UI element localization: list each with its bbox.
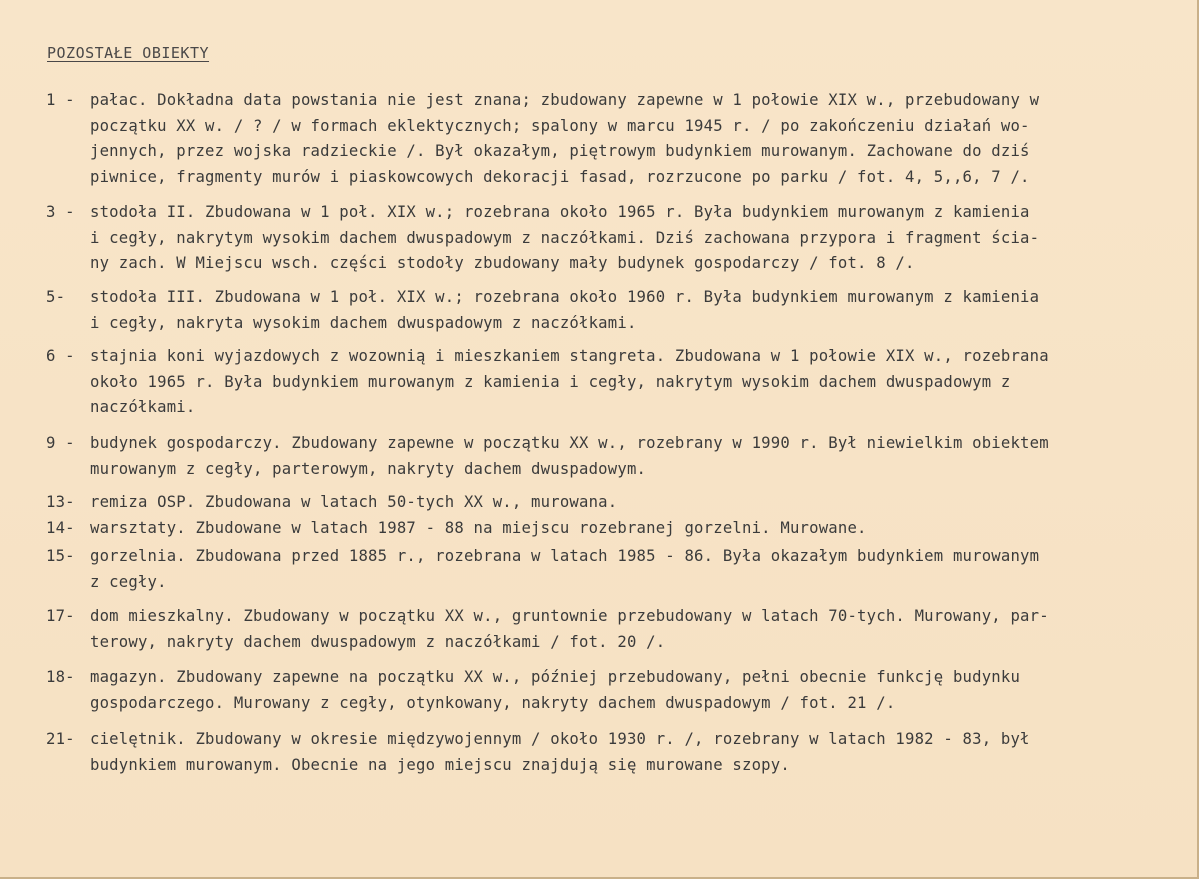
entry-number: 18- — [46, 668, 75, 686]
entry-text-line: piwnice, fragmenty murów i piaskowcowych dekoracji fasad, rozrzucone po parku / fot. 4, 5,,6, 7 /. — [90, 167, 1030, 186]
entry-number: 13- — [46, 493, 75, 511]
entry-text — [90, 604, 1156, 655]
document-entry — [46, 88, 1156, 190]
entry-text-line: naczółkami. — [90, 398, 196, 416]
entry-text-line: początku XX w. / ? / w formach eklektycznych; spalony w marcu 1945 r. / po zakończeniu działań wo- — [90, 116, 1030, 135]
entry-text-line: terowy, nakryty dachem dwuspadowym z naczółkami / fot. 20 /. — [90, 632, 666, 651]
entry-text-line: pałac. Dokładna data powstania nie jest znana; zbudowany zapewne w 1 połowie XIX w., przebudowany w — [90, 91, 1040, 109]
entry-number: 3 - — [46, 203, 75, 221]
document-entry — [46, 200, 1156, 277]
entry-text — [90, 490, 1156, 516]
entry-text-line: stajnia koni wyjazdowych z wozownią i mieszkaniem stangreta. Zbudowana w 1 połowie XIX w., rozebrana — [90, 347, 1049, 365]
document-entry — [46, 544, 1156, 595]
entry-text-line: jennych, przez wojska radzieckie /. Był okazałym, piętrowym budynkiem murowanym. Zachowane do dziś — [90, 142, 1030, 160]
entry-text-line: dom mieszkalny. Zbudowany w początku XX w., gruntownie przebudowany w latach 70-tych. Murowany, par- — [90, 607, 1049, 625]
entry-text-line: budynek gospodarczy. Zbudowany zapewne w początku XX w., rozebrany w 1990 r. Był niewielkim obiektem — [90, 434, 1049, 452]
document-entry — [46, 604, 1156, 655]
document-entry — [46, 665, 1156, 716]
entry-number: 1 - — [46, 91, 75, 109]
entry-text — [90, 516, 1156, 542]
entry-number: 14- — [46, 519, 75, 537]
entry-text — [90, 200, 1156, 277]
entry-text-line: remiza OSP. Zbudowana w latach 50-tych XX w., murowana. — [90, 493, 618, 511]
entry-number: 21- — [46, 730, 75, 748]
entry-text-line: i cegły, nakryta wysokim dachem dwuspadowym z naczółkami. — [90, 313, 637, 332]
document-entry — [46, 344, 1156, 421]
entry-text-line: i cegły, nakrytym wysokim dachem dwuspadowym z naczółkami. Dziś zachowana przypora i fragment ścia- — [90, 228, 1040, 247]
document-entry — [46, 490, 1156, 516]
entry-text-line: murowanym z cegły, parterowym, nakryty dachem dwuspadowym. — [90, 459, 647, 478]
entry-text-line: gorzelnia. Zbudowana przed 1885 r., rozebrana w latach 1985 - 86. Była okazałym budynkiem murowanym — [90, 547, 1040, 565]
entry-text-line: stodoła III. Zbudowana w 1 poł. XIX w.; rozebrana około 1960 r. Była budynkiem murowanym z kamienia — [90, 288, 1040, 306]
document-entry — [46, 516, 1156, 542]
entry-text-line: stodoła II. Zbudowana w 1 poł. XIX w.; rozebrana około 1965 r. Była budynkiem murowanym z kamienia — [90, 203, 1030, 221]
document-entry — [46, 285, 1156, 336]
entry-number: 9 - — [46, 434, 75, 452]
document-entry — [46, 727, 1156, 778]
entry-text-line: około 1965 r. Była budynkiem murowanym z kamienia i cegły, nakrytym wysokim dachem dwuspadowym z — [90, 372, 1011, 391]
entry-text-line: z cegły. — [90, 572, 167, 591]
entry-number: 17- — [46, 607, 75, 625]
entry-text — [90, 431, 1156, 482]
entry-number: 15- — [46, 547, 75, 565]
entry-text — [90, 285, 1156, 336]
entry-text-line: magazyn. Zbudowany zapewne na początku XX w., później przebudowany, pełni obecnie funkcję budynku — [90, 668, 1021, 686]
document-entry — [46, 431, 1156, 482]
entry-text — [90, 665, 1156, 716]
entry-text — [90, 544, 1156, 595]
entry-text-line: warsztaty. Zbudowane w latach 1987 - 88 na miejscu rozebranej gorzelni. Murowane. — [90, 519, 867, 537]
entry-text-line: ny zach. W Miejscu wsch. części stodoły zbudowany mały budynek gospodarczy / fot. 8 /. — [90, 254, 915, 272]
entry-text — [90, 727, 1156, 778]
entry-text-line: budynkiem murowanym. Obecnie na jego miejscu znajdują się murowane szopy. — [90, 755, 790, 774]
entry-text — [90, 88, 1156, 190]
entry-number: 5- — [46, 288, 66, 306]
entry-text-line: cielętnik. Zbudowany w okresie międzywojennym / około 1930 r. /, rozebrany w latach 1982 - 83, był — [90, 730, 1030, 748]
document-heading: POZOSTAŁE OBIEKTY — [47, 44, 210, 62]
entry-number: 6 - — [46, 347, 75, 365]
entry-text-line: gospodarczego. Murowany z cegły, otynkowany, nakryty dachem dwuspadowym / fot. 21 /. — [90, 693, 896, 712]
entry-text — [90, 344, 1156, 421]
